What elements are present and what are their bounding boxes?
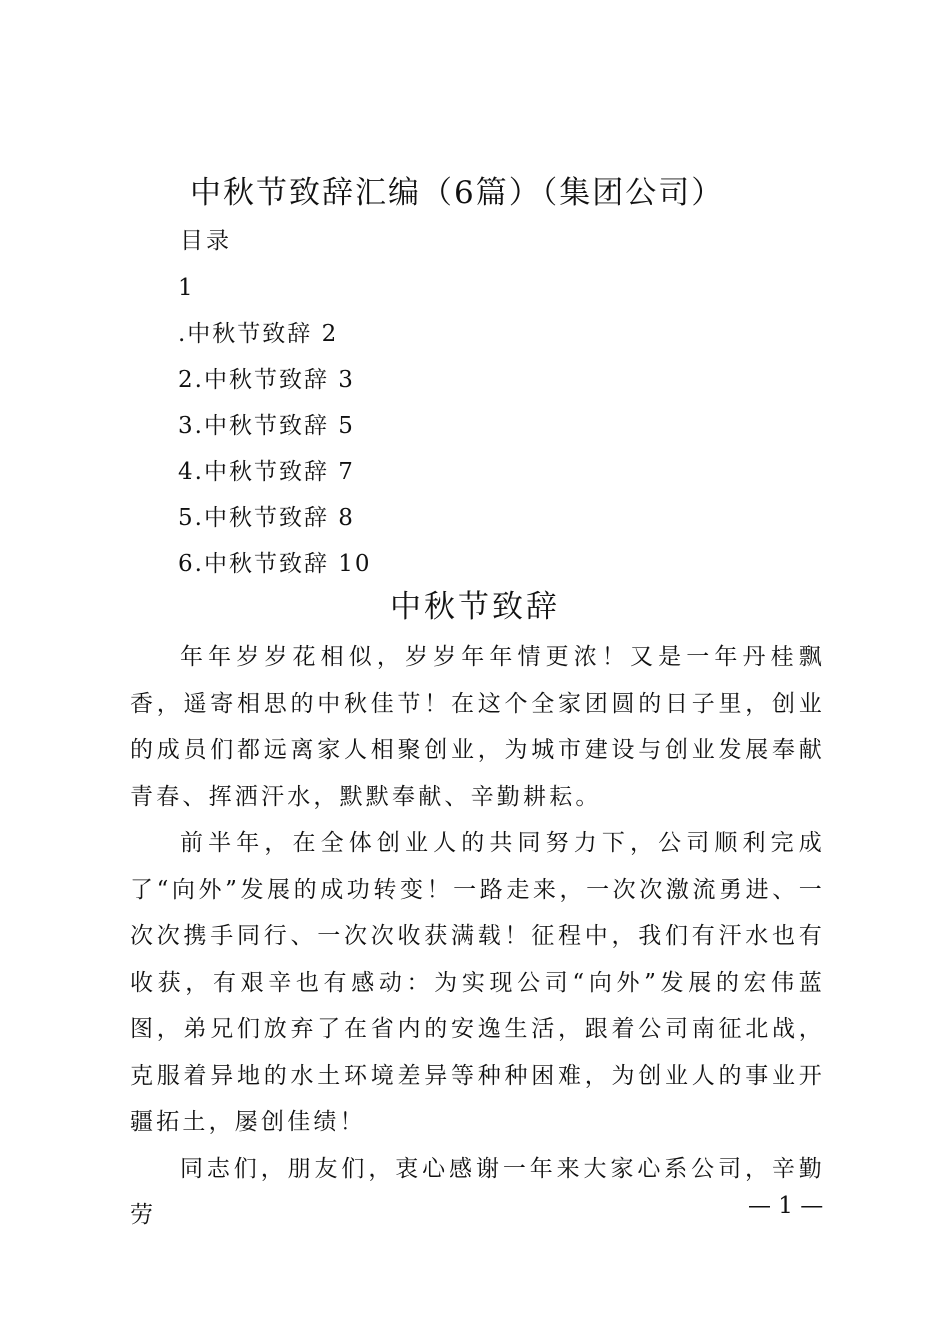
toc-item: 3.中秋节致辞 5 [178, 413, 355, 439]
toc-item: 6.中秋节致辞 10 [178, 551, 372, 577]
toc-item: 4.中秋节致辞 7 [178, 459, 355, 485]
paragraph: 年年岁岁花相似，岁岁年年情更浓！又是一年丹桂飘香，遥寄相思的中秋佳节！在这个全家团圆的日子里，创业的成员们都远离家人相聚创业，为城市建设与创业发展奉献青春、挥洒汗水，默默奉献、辛勤耕耘。 [130, 644, 825, 810]
body-text [130, 634, 825, 1239]
paragraph: 同志们，朋友们，衷心感谢一年来大家心系公司，辛勤劳 [130, 1155, 825, 1228]
paragraph: 前半年，在全体创业人的共同努力下，公司顺利完成了“向外”发展的成功转变！一路走来，一次次激流勇进、一次次携手同行、一次次收获满载！征程中，我们有汗水也有收获，有艰辛也有感动：为实现公司“向外”发展的宏伟蓝图，弟兄们放弃了在省内的安逸生活，跟着公司南征北战，克服着异地的水土环境差异等种种困难，为创业人的事业开疆拓土，屡创佳绩！ [130, 830, 825, 1135]
section-title: 中秋节致辞 [390, 589, 560, 625]
toc-item: 5.中秋节致辞 8 [178, 505, 355, 531]
toc-item: 1 [178, 275, 195, 301]
toc-heading: 目录 [180, 228, 232, 254]
document-title: 中秋节致辞汇编（6篇）（集团公司） [190, 175, 725, 211]
toc-item: .中秋节致辞 2 [178, 321, 339, 347]
table-of-contents [178, 268, 372, 590]
page-number: — 1 — [748, 1193, 824, 1219]
toc-item: 2.中秋节致辞 3 [178, 367, 355, 393]
